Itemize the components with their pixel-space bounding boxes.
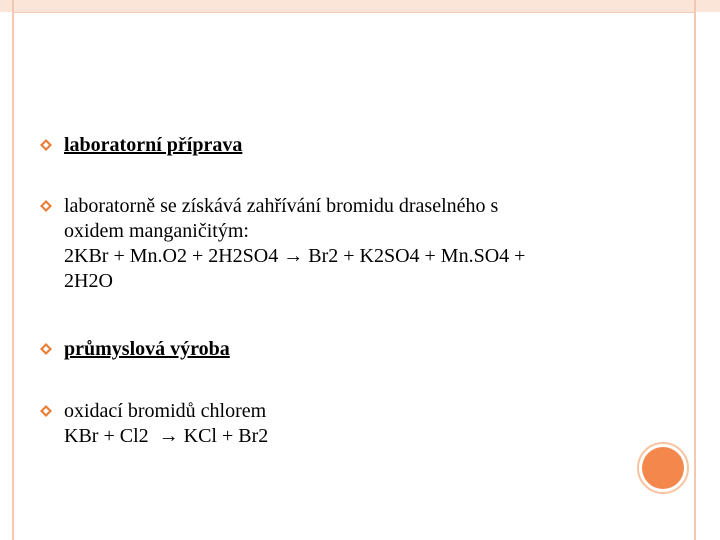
equation-line: 2H2O xyxy=(64,270,113,292)
bullet-item-industrial-text xyxy=(40,399,268,449)
text-line: laboratorně se získává zahřívání bromidu draselného s xyxy=(64,195,499,217)
heading-text: laboratorní příprava xyxy=(64,134,243,156)
equation-line: KBr + Cl2 → KCl + Br2 xyxy=(64,425,269,447)
bullet-item-lab-prep-heading xyxy=(40,133,242,158)
bullet-icon xyxy=(40,139,52,151)
heading-text: průmyslová výroba xyxy=(64,338,230,360)
bullet-item-lab-prep-text xyxy=(40,194,525,294)
bullet-icon xyxy=(40,343,52,355)
decorative-filled-circle xyxy=(642,447,684,489)
text-line: oxidem manganičitým: xyxy=(64,220,249,242)
text-line: oxidací bromidů chlorem xyxy=(64,400,267,422)
equation-line: 2KBr + Mn.O2 + 2H2SO4 → Br2 + K2SO4 + Mn.SO4 + xyxy=(64,245,526,267)
bullet-icon xyxy=(40,405,52,417)
bullet-icon xyxy=(40,200,52,212)
bullet-item-industrial-heading xyxy=(40,337,230,362)
